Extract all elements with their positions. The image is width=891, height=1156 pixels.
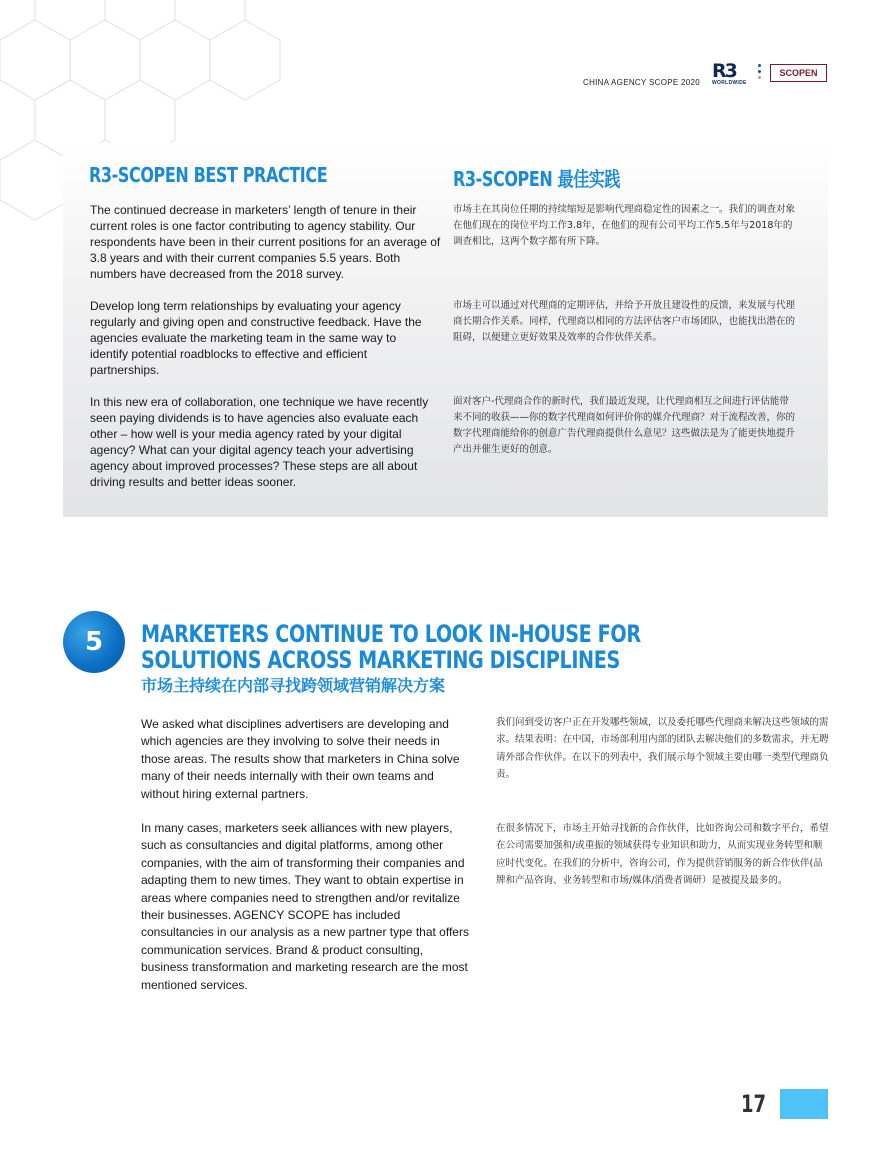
r3-logo-text: R3 xyxy=(712,60,736,82)
r3-logo-subtext: WORLDWIDE xyxy=(712,80,747,86)
best-practice-zh-paragraph-1: 市场主在其岗位任期的持续缩短是影响代理商稳定性的因素之一。我们的调查对象在他们现在的岗位平均工作3.8年，在他们的现有公司平均工作5.5年与2018年的调查相比，这两个数字都有所下降。 xyxy=(453,204,796,247)
best-practice-heading-zh: R3-SCOPEN 最佳实践 xyxy=(453,167,620,191)
page-number: 17 xyxy=(741,1090,767,1118)
scopen-logo: SCOPEN xyxy=(770,64,827,82)
logo-separator-dots xyxy=(758,64,762,84)
section-en-paragraph-1: We asked what disciplines advertisers are developing and which agencies are they involving to solve their needs in those areas. The results show that marketers in China solve many of their needs internally with their own teams and without hiring external partners. xyxy=(141,717,460,801)
section-en-paragraph-2: In many cases, marketers seek alliances with new players, such as consultancies and digital platforms, among other companies, with the aim of transforming their companies and adapting them to new times. They want to obtain expertise in areas where companies need to strengthen and/or revitalize their businesses. AGENCY SCOPE has included consultancies in our analysis as a new partner type that offers communication services. Brand & product consulting, business transformation and marketing research are the most mentioned services. xyxy=(141,821,469,992)
best-practice-en-paragraph-2: Develop long term relationships by evaluating your agency regularly and giving open and constructive feedback. Have the agencies evaluate the marketing team in the same way to identify potential roadblocks to effective and efficient partnerships. xyxy=(90,299,422,377)
best-practice-zh-paragraph-2: 市场主可以通过对代理商的定期评估，并给予开放且建设性的反馈，来发展与代理商长期合作关系。同样，代理商以相同的方法评估客户市场团队，也能找出潜在的阻碍，以便建立更好效果及效率的合作伙伴关系。 xyxy=(453,300,796,343)
r3-logo xyxy=(712,62,750,86)
section-heading-en: MARKETERS CONTINUE TO LOOK IN-HOUSE FOR SOLUTIONS ACROSS MARKETING DISCIPLINES xyxy=(141,620,641,674)
best-practice-zh-paragraph-3: 面对客户-代理商合作的新时代，我们最近发现，让代理商相互之间进行评估能带来不同的收获——你的数字代理商如何评价你的媒介代理商？对于流程改善，你的数字代理商能给你的创意广告代理商提供什么意见？这些做法是为了能更快地提升产出并催生更好的创意。 xyxy=(453,396,796,455)
best-practice-heading-en: R3-SCOPEN BEST PRACTICE xyxy=(89,163,328,187)
page-number-accent-bar xyxy=(780,1089,828,1119)
section-zh-paragraph-1: 我们问到受访客户正在开发哪些领域，以及委托哪些代理商来解决这些领域的需求。结果表明：在中国，市场部利用内部的团队去解决他们的多数需求，并无聘请外部合作伙伴。在以下的列表中，我们展示每个领域主要由哪一类型代理商负责。 xyxy=(496,717,829,781)
best-practice-en-paragraph-1: The continued decrease in marketers’ length of tenure in their current roles is one factor contributing to agency stability. Our respondents have been in their current positions for an average of 3.8 years and with their current companies 5.5 years. Both numbers have decreased from the 2018 survey. xyxy=(90,203,441,281)
section-heading-zh: 市场主持续在内部寻找跨领域营销解决方案 xyxy=(141,676,446,695)
section-number-badge: 5 xyxy=(63,611,125,673)
best-practice-en-paragraph-3: In this new era of collaboration, one technique we have recently seen paying dividends is to have agencies also evaluate each other – how well is your media agency rated by your digital agency? What can your digital agency teach your advertising agency about improved processes? These steps are all about driving results and better ideas sooner. xyxy=(90,395,429,489)
document-title: CHINA AGENCY SCOPE 2020 xyxy=(583,78,701,87)
section-zh-paragraph-2: 在很多情况下，市场主开始寻找新的合作伙伴，比如咨询公司和数字平台，希望在公司需要加强和/或重振的领域获得专业知识和助力，从而实现业务转型和顺应时代变化。在我们的分析中，咨询公司，作为提供营销服务的新合作伙伴(品牌和产品咨询、业务转型和市场/媒体/消费者调研）是被提及最多的。 xyxy=(496,823,829,887)
